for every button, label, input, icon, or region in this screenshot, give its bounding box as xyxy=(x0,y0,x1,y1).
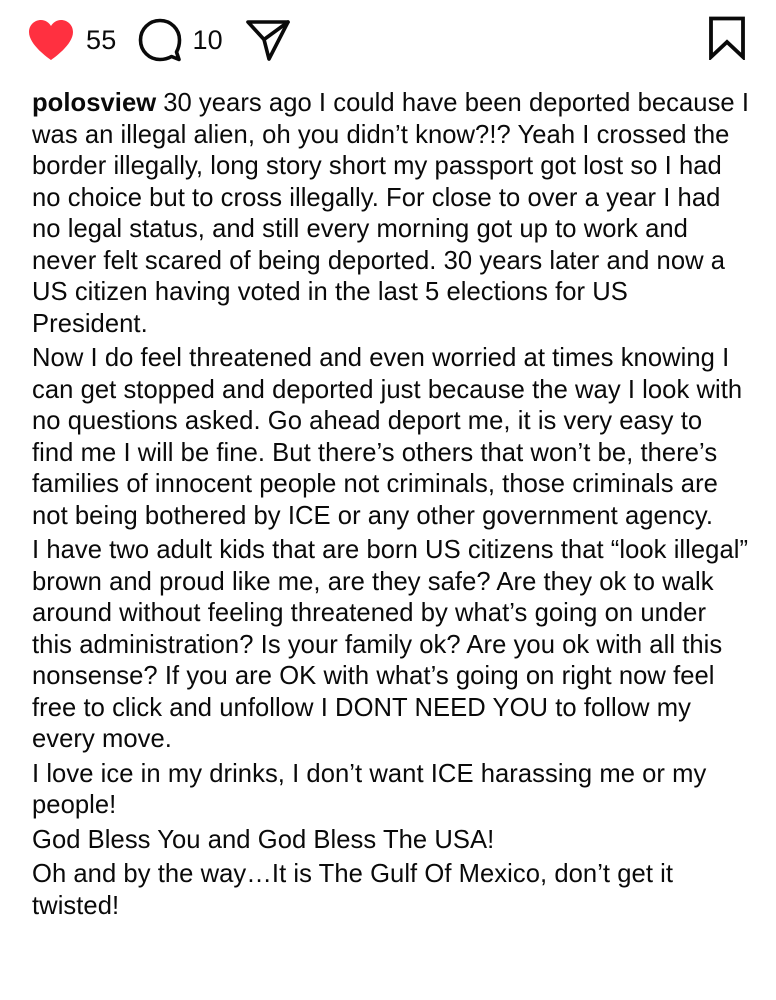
comment-button[interactable] xyxy=(138,18,222,62)
post-action-bar xyxy=(26,14,746,66)
post-caption xyxy=(32,88,750,925)
caption-paragraph: Now I do feel threatened and even worried at times knowing I can get stopped and deported just because the way I look with no questions asked. Go ahead deport me, it is very easy to find me I will be fine. But there’s others that won’t be, there’s families of innocent people not criminals, those criminals are not being bothered by ICE or any other government agency. xyxy=(32,344,743,530)
like-count: 55 xyxy=(86,24,117,55)
caption-paragraph: I have two adult kids that are born US citizens that “look illegal” brown and proud like me, are they safe? Are they ok to walk around without feeling threatened by what’s going on under this administration? Is your family ok? Are you ok with all this nonsense? If you are OK with what’s going on right now feel free to click and unfollow I DONT NEED YOU to follow my every move. xyxy=(32,536,749,753)
caption-paragraph: God Bless You and God Bless The USA! xyxy=(32,825,495,854)
caption-paragraph: I love ice in my drinks, I don’t want ICE harassing me or my people! xyxy=(32,759,707,819)
heart-filled-icon[interactable] xyxy=(26,18,76,62)
comment-count: 10 xyxy=(192,24,223,55)
save-button[interactable] xyxy=(708,16,746,65)
caption-text: 30 years ago I could have been deported because I was an illegal alien, oh you didn’t know?!? Yeah I crossed the border illegally, long story short my passport got lost so I had no choice but to cross illegally. For close to over a year I had no legal status, and still every morning got up to work and never felt scared of being deported. 30 years later and now a US citizen having voted in the last 5 elections for US President. xyxy=(32,89,750,338)
like-button[interactable] xyxy=(26,18,116,62)
caption-paragraph: Oh and by the way…It is The Gulf Of Mexico, don’t get it twisted! xyxy=(32,860,674,920)
bookmark-icon[interactable] xyxy=(708,47,746,64)
comment-bubble-icon[interactable] xyxy=(138,18,182,62)
share-button[interactable] xyxy=(245,18,291,62)
paper-plane-icon[interactable] xyxy=(245,18,291,62)
caption-paragraph xyxy=(32,88,750,340)
username-link[interactable]: polosview xyxy=(32,89,157,117)
